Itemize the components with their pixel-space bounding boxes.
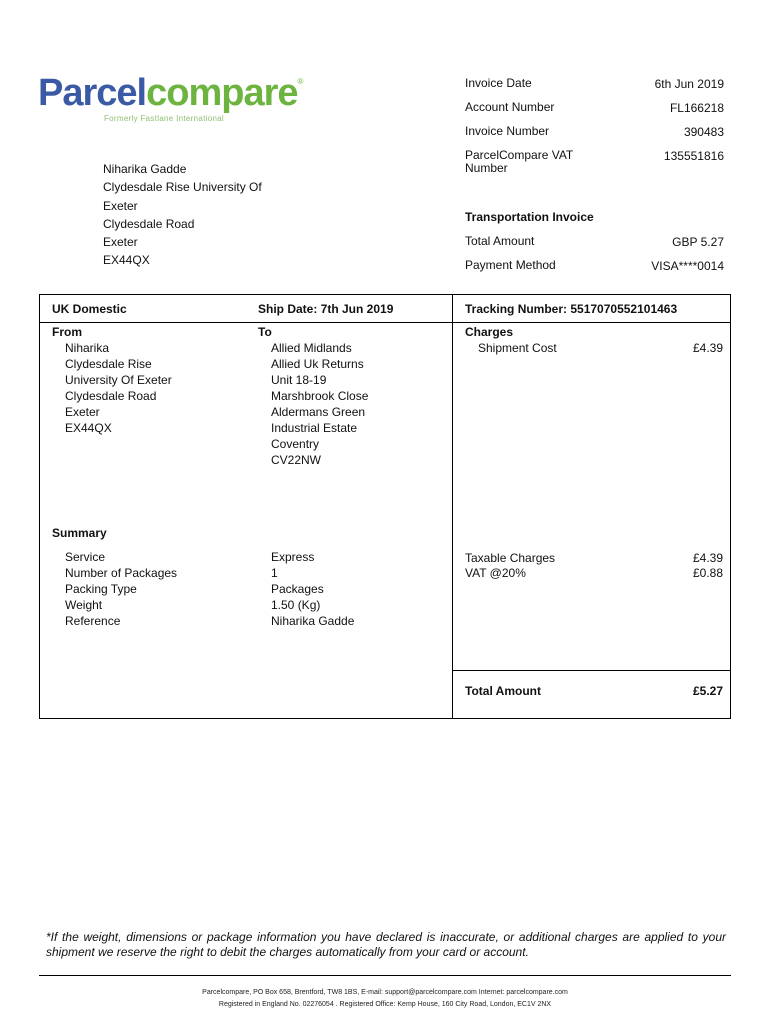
total-amount-value: GBP 5.27: [672, 235, 724, 249]
footer-divider: [39, 975, 731, 976]
tracking-number: Tracking Number: 5517070552101463: [465, 302, 678, 316]
box-divider-vertical: [452, 294, 453, 719]
invoice-number-label: Invoice Number: [465, 124, 550, 138]
to-line: CV22NW: [271, 453, 322, 467]
to-address: [271, 340, 368, 468]
vat-value: £0.88: [692, 566, 723, 580]
summary-key-packages: Number of Packages: [65, 566, 178, 580]
footer-contact-line: Parcelcompare, PO Box 658, Brentford, TW8 1BS, E-mail: support@parcelcompare.com Internet: parcelcompare.com: [202, 989, 568, 996]
from-line: Clydesdale Road: [65, 389, 157, 403]
invoice-number-value: 390483: [683, 125, 724, 139]
box-divider-total: [452, 670, 731, 671]
to-line: Allied Uk Returns: [271, 357, 364, 371]
shipment-cost-value: £4.39: [692, 341, 723, 355]
total-amount-label: Total Amount: [465, 234, 535, 248]
company-footer: [39, 987, 731, 1011]
from-line: Exeter: [65, 405, 100, 419]
from-heading: From: [52, 325, 82, 339]
logo-tagline: Formerly Fastlane International: [104, 114, 225, 123]
charges-heading: Charges: [465, 325, 514, 339]
to-line: Coventry: [271, 437, 320, 451]
to-line: Allied Midlands: [271, 341, 352, 355]
taxable-charges-value: £4.39: [692, 551, 723, 565]
ship-date: Ship Date: 7th Jun 2019: [258, 302, 394, 316]
recipient-line: Clydesdale Rise University Of: [103, 180, 262, 195]
summary-value-service: Express: [271, 550, 315, 564]
shipment-cost-label: Shipment Cost: [478, 341, 557, 355]
payment-method-value: VISA****0014: [651, 259, 724, 273]
invoice-date-label: Invoice Date: [465, 76, 532, 90]
summary-values: [271, 549, 354, 629]
payment-method-label: Payment Method: [465, 258, 556, 272]
to-line: Aldermans Green: [271, 405, 366, 419]
from-line: EX44QX: [65, 421, 112, 435]
summary-value-packing-type: Packages: [271, 582, 324, 596]
to-line: Industrial Estate: [271, 421, 358, 435]
footer-registration-line: Registered in England No. 02276054 . Registered Office: Kemp House, 160 City Road, London, EC1V 2NX: [218, 1001, 552, 1008]
to-line: Unit 18-19: [271, 373, 327, 387]
grand-total-value: £5.27: [692, 684, 723, 698]
summary-key-reference: Reference: [65, 614, 121, 628]
recipient-address: [103, 160, 262, 270]
box-divider-header: [39, 322, 731, 323]
summary-key-weight: Weight: [65, 598, 103, 612]
recipient-line: EX44QX: [103, 253, 150, 268]
disclaimer-text: *If the weight, dimensions or package information you have declared is inaccurate, or additional charges are applied to your shipment we reserve the right to debit the charges automatically from your card or account.: [46, 930, 726, 959]
from-line: University Of Exeter: [65, 373, 172, 387]
vat-number-value: 135551816: [663, 149, 724, 163]
recipient-line: Exeter: [103, 235, 138, 250]
summary-value-reference: Niharika Gadde: [271, 614, 355, 628]
from-line: Niharika: [65, 341, 110, 355]
service-type: UK Domestic: [52, 302, 127, 316]
vat-label: VAT @20%: [465, 566, 526, 580]
recipient-line: Clydesdale Road: [103, 216, 195, 231]
summary-value-weight: 1.50 (Kg): [271, 598, 321, 612]
grand-total-label: Total Amount: [465, 684, 541, 698]
to-line: Marshbrook Close: [271, 389, 369, 403]
summary-value-packages: 1: [271, 566, 278, 580]
summary-keys: [65, 549, 177, 629]
logo-registered-mark: ®: [297, 77, 304, 86]
summary-key-packing-type: Packing Type: [65, 582, 137, 596]
logo-text-parcel: Parcel: [38, 72, 147, 114]
to-heading: To: [258, 325, 272, 339]
invoice-date-value: 6th Jun 2019: [654, 77, 724, 91]
account-number-label: Account Number: [465, 100, 555, 114]
recipient-line: Niharika Gadde: [103, 162, 187, 176]
account-number-value: FL166218: [669, 101, 724, 115]
taxable-charges-label: Taxable Charges: [465, 551, 556, 565]
vat-number-label: ParcelCompare VAT Number: [465, 148, 574, 175]
parcelcompare-logo: [38, 72, 304, 123]
from-address: [65, 340, 172, 436]
recipient-line: Exeter: [103, 198, 138, 213]
from-line: Clydesdale Rise: [65, 357, 152, 371]
invoice-type-title: Transportation Invoice: [465, 210, 594, 224]
logo-text-compare: compare: [146, 72, 298, 114]
summary-key-service: Service: [65, 550, 106, 564]
summary-heading: Summary: [52, 526, 107, 540]
